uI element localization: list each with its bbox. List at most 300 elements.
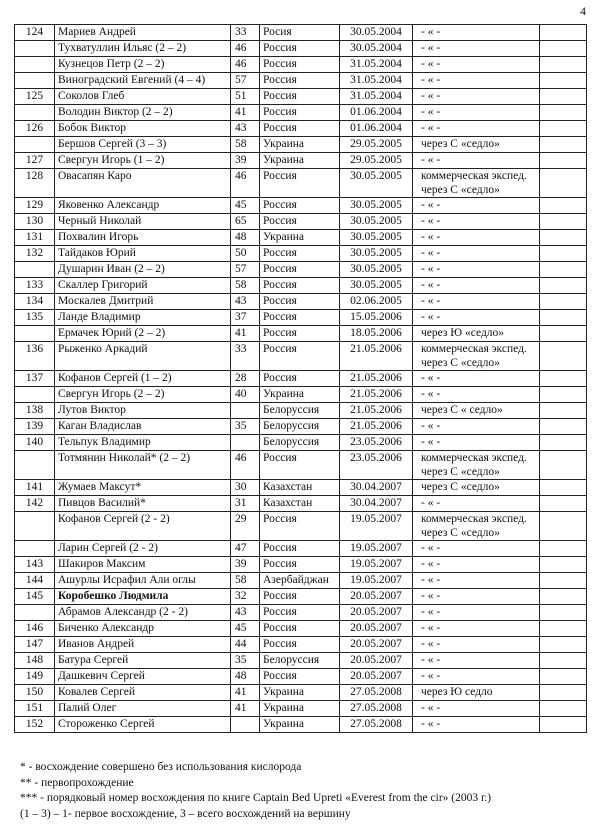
- table-row: [15, 214, 587, 230]
- route-note: - « -: [413, 589, 540, 605]
- row-number: [15, 105, 55, 121]
- ascent-date: 31.05.2004: [340, 73, 413, 89]
- climber-age: 30: [231, 480, 260, 496]
- ascent-date: 20.05.2007: [340, 637, 413, 653]
- table-row: [15, 137, 587, 153]
- empty-cell: [540, 25, 587, 41]
- climber-name: Рыженко Аркадий: [55, 342, 231, 371]
- climber-country: Белоруссия: [260, 403, 340, 419]
- climber-age: 58: [231, 137, 260, 153]
- climber-name: Бершов Сергей (3 – 3): [55, 137, 231, 153]
- route-note: - « -: [413, 541, 540, 557]
- climber-country: Россия: [260, 73, 340, 89]
- route-note: - « -: [413, 637, 540, 653]
- empty-cell: [540, 637, 587, 653]
- climber-name: Тухватуллин Ильяс (2 – 2): [55, 41, 231, 57]
- climber-age: 35: [231, 419, 260, 435]
- climber-country: Украина: [260, 137, 340, 153]
- route-note: - « -: [413, 669, 540, 685]
- climber-country: Россия: [260, 621, 340, 637]
- climber-country: Россия: [260, 557, 340, 573]
- climber-country: Россия: [260, 605, 340, 621]
- climber-age: 37: [231, 310, 260, 326]
- climber-name: Свергун Игорь (1 – 2): [55, 153, 231, 169]
- route-note: - « -: [413, 557, 540, 573]
- climber-country: Россия: [260, 169, 340, 198]
- climber-country: Россия: [260, 41, 340, 57]
- table-row: [15, 685, 587, 701]
- row-number: [15, 451, 55, 480]
- empty-cell: [540, 230, 587, 246]
- empty-cell: [540, 137, 587, 153]
- row-number: 152: [15, 717, 55, 733]
- table-row: [15, 73, 587, 89]
- climber-name: Пивцов Василий*: [55, 496, 231, 512]
- climber-country: Россия: [260, 57, 340, 73]
- empty-cell: [540, 57, 587, 73]
- row-number: 140: [15, 435, 55, 451]
- ascent-date: 02.06.2005: [340, 294, 413, 310]
- climber-country: Азербайджан: [260, 573, 340, 589]
- row-number: [15, 387, 55, 403]
- climbers-table: [14, 24, 587, 733]
- footnote: (1 – 3) – 1- первое восхождение, 3 – всего восхождений на вершину: [20, 807, 351, 820]
- row-number: [15, 262, 55, 278]
- empty-cell: [540, 169, 587, 198]
- ascent-date: 21.05.2006: [340, 342, 413, 371]
- row-number: 126: [15, 121, 55, 137]
- row-number: 144: [15, 573, 55, 589]
- route-note: через С « седло»: [413, 403, 540, 419]
- climber-name: Кузнецов Петр (2 – 2): [55, 57, 231, 73]
- table-row: [15, 387, 587, 403]
- climber-name: Батура Сергей: [55, 653, 231, 669]
- climber-country: Россия: [260, 198, 340, 214]
- climber-name: Тотмянин Николай* (2 – 2): [55, 451, 231, 480]
- table-row: [15, 621, 587, 637]
- climber-age: 43: [231, 294, 260, 310]
- climber-name: Биченко Александр: [55, 621, 231, 637]
- row-number: 129: [15, 198, 55, 214]
- climber-name: Душарин Иван (2 – 2): [55, 262, 231, 278]
- climber-country: Украина: [260, 387, 340, 403]
- climber-name: Каган Владислав: [55, 419, 231, 435]
- climber-country: Россия: [260, 326, 340, 342]
- row-number: 147: [15, 637, 55, 653]
- climber-name: Палий Олег: [55, 701, 231, 717]
- route-note: - « -: [413, 41, 540, 57]
- climber-country: Россия: [260, 121, 340, 137]
- climber-name: Ашурлы Исрафил Али оглы: [55, 573, 231, 589]
- climber-age: 45: [231, 198, 260, 214]
- table-row: [15, 451, 587, 480]
- empty-cell: [540, 669, 587, 685]
- table-row: [15, 342, 587, 371]
- row-number: [15, 73, 55, 89]
- table-row: [15, 512, 587, 541]
- climber-age: 58: [231, 573, 260, 589]
- row-number: 128: [15, 169, 55, 198]
- climber-country: Россия: [260, 105, 340, 121]
- ascent-date: 30.05.2005: [340, 278, 413, 294]
- route-note: - « -: [413, 621, 540, 637]
- route-note: - « -: [413, 605, 540, 621]
- route-note: коммерческая экспед. через С «седло»: [413, 512, 540, 541]
- table-row: [15, 57, 587, 73]
- table-row: [15, 246, 587, 262]
- climber-name: Тельпук Владимир: [55, 435, 231, 451]
- ascent-date: 30.05.2005: [340, 198, 413, 214]
- empty-cell: [540, 105, 587, 121]
- climber-age: 33: [231, 342, 260, 371]
- ascent-date: 30.04.2007: [340, 480, 413, 496]
- climber-name: Мариев Андрей: [55, 25, 231, 41]
- climber-country: Белоруссия: [260, 435, 340, 451]
- climber-age: 39: [231, 153, 260, 169]
- route-note: - « -: [413, 57, 540, 73]
- empty-cell: [540, 717, 587, 733]
- climber-country: Россия: [260, 512, 340, 541]
- row-number: 139: [15, 419, 55, 435]
- empty-cell: [540, 153, 587, 169]
- table-row: [15, 701, 587, 717]
- route-note: - « -: [413, 387, 540, 403]
- table-row: [15, 278, 587, 294]
- footnote: ** - первопрохождение: [20, 776, 134, 789]
- ascent-date: 19.05.2007: [340, 541, 413, 557]
- climber-name: Кофанов Сергей (1 – 2): [55, 371, 231, 387]
- climber-name: Володин Виктор (2 – 2): [55, 105, 231, 121]
- route-note: - « -: [413, 419, 540, 435]
- empty-cell: [540, 342, 587, 371]
- climber-name: Похвалин Игорь: [55, 230, 231, 246]
- empty-cell: [540, 121, 587, 137]
- row-number: 133: [15, 278, 55, 294]
- row-number: 141: [15, 480, 55, 496]
- climber-country: Росия: [260, 25, 340, 41]
- empty-cell: [540, 435, 587, 451]
- climber-age: 45: [231, 621, 260, 637]
- route-note: через Ю «седло»: [413, 326, 540, 342]
- table-row: [15, 637, 587, 653]
- table-row: [15, 371, 587, 387]
- empty-cell: [540, 310, 587, 326]
- climber-name: Лутов Виктор: [55, 403, 231, 419]
- ascent-date: 30.05.2004: [340, 41, 413, 57]
- table-row: [15, 496, 587, 512]
- climber-country: Россия: [260, 89, 340, 105]
- empty-cell: [540, 89, 587, 105]
- ascent-date: 21.05.2006: [340, 387, 413, 403]
- climber-age: 41: [231, 701, 260, 717]
- ascent-date: 23.05.2006: [340, 451, 413, 480]
- empty-cell: [540, 73, 587, 89]
- ascent-date: 20.05.2007: [340, 621, 413, 637]
- table-row: [15, 169, 587, 198]
- row-number: [15, 541, 55, 557]
- climber-age: 41: [231, 105, 260, 121]
- climber-age: 57: [231, 262, 260, 278]
- empty-cell: [540, 214, 587, 230]
- route-note: через Ю седло: [413, 685, 540, 701]
- row-number: 145: [15, 589, 55, 605]
- climber-age: 48: [231, 669, 260, 685]
- route-note: - « -: [413, 214, 540, 230]
- climber-country: Россия: [260, 262, 340, 278]
- route-note: - « -: [413, 230, 540, 246]
- climber-age: 57: [231, 73, 260, 89]
- empty-cell: [540, 198, 587, 214]
- ascent-date: 20.05.2007: [340, 589, 413, 605]
- route-note: - « -: [413, 89, 540, 105]
- climber-name: Бобок Виктор: [55, 121, 231, 137]
- ascent-date: 30.05.2005: [340, 246, 413, 262]
- empty-cell: [540, 262, 587, 278]
- climber-age: 39: [231, 557, 260, 573]
- empty-cell: [540, 294, 587, 310]
- ascent-date: 29.05.2005: [340, 153, 413, 169]
- empty-cell: [540, 246, 587, 262]
- climber-country: Украина: [260, 685, 340, 701]
- climber-age: [231, 435, 260, 451]
- climber-country: Белоруссия: [260, 419, 340, 435]
- table-row: [15, 121, 587, 137]
- row-number: 127: [15, 153, 55, 169]
- table-row: [15, 25, 587, 41]
- climber-country: Украина: [260, 230, 340, 246]
- climber-name: Скаллер Григорий: [55, 278, 231, 294]
- route-note: - « -: [413, 121, 540, 137]
- table-row: [15, 669, 587, 685]
- row-number: [15, 41, 55, 57]
- page-number: 4: [580, 4, 586, 18]
- ascent-date: 01.06.2004: [340, 121, 413, 137]
- climber-age: 46: [231, 169, 260, 198]
- table-row: [15, 589, 587, 605]
- ascent-date: 01.06.2004: [340, 105, 413, 121]
- row-number: 149: [15, 669, 55, 685]
- empty-cell: [540, 621, 587, 637]
- empty-cell: [540, 573, 587, 589]
- climber-country: Казахстан: [260, 480, 340, 496]
- climber-name: Коробешко Людмила: [55, 589, 231, 605]
- row-number: 138: [15, 403, 55, 419]
- route-note: - « -: [413, 717, 540, 733]
- route-note: - « -: [413, 278, 540, 294]
- empty-cell: [540, 685, 587, 701]
- climber-age: 41: [231, 685, 260, 701]
- ascent-date: 20.05.2007: [340, 605, 413, 621]
- climber-name: Виноградский Евгений (4 – 4): [55, 73, 231, 89]
- row-number: [15, 137, 55, 153]
- ascent-date: 30.05.2005: [340, 169, 413, 198]
- route-note: - « -: [413, 198, 540, 214]
- ascent-date: 21.05.2006: [340, 403, 413, 419]
- row-number: 146: [15, 621, 55, 637]
- empty-cell: [540, 480, 587, 496]
- empty-cell: [540, 589, 587, 605]
- climber-name: Ковалев Сергей: [55, 685, 231, 701]
- climber-age: 29: [231, 512, 260, 541]
- climber-age: 43: [231, 605, 260, 621]
- ascent-date: 30.04.2007: [340, 496, 413, 512]
- empty-cell: [540, 278, 587, 294]
- climber-age: 48: [231, 230, 260, 246]
- route-note: коммерческая экспед. через С «седло»: [413, 342, 540, 371]
- empty-cell: [540, 41, 587, 57]
- route-note: через С «седло»: [413, 480, 540, 496]
- empty-cell: [540, 326, 587, 342]
- climber-name: Ларин Сергей (2 - 2): [55, 541, 231, 557]
- climber-country: Россия: [260, 278, 340, 294]
- ascent-date: 18.05.2006: [340, 326, 413, 342]
- ascent-date: 19.05.2007: [340, 512, 413, 541]
- empty-cell: [540, 419, 587, 435]
- ascent-date: 23.05.2006: [340, 435, 413, 451]
- route-note: - « -: [413, 310, 540, 326]
- route-note: - « -: [413, 294, 540, 310]
- row-number: 150: [15, 685, 55, 701]
- route-note: - « -: [413, 435, 540, 451]
- ascent-date: 15.05.2006: [340, 310, 413, 326]
- climber-name: Овасапян Каро: [55, 169, 231, 198]
- table-row: [15, 717, 587, 733]
- row-number: 124: [15, 25, 55, 41]
- climber-age: 46: [231, 451, 260, 480]
- route-note: - « -: [413, 105, 540, 121]
- ascent-date: 30.05.2005: [340, 214, 413, 230]
- climber-age: [231, 717, 260, 733]
- climber-age: [231, 403, 260, 419]
- route-note: - « -: [413, 153, 540, 169]
- empty-cell: [540, 371, 587, 387]
- climber-name: Яковенко Александр: [55, 198, 231, 214]
- climber-country: Россия: [260, 310, 340, 326]
- climber-name: Свергун Игорь (2 – 2): [55, 387, 231, 403]
- ascent-date: 19.05.2007: [340, 557, 413, 573]
- table-row: [15, 435, 587, 451]
- footnote: *** - порядковый номер восхождения по книге Captain Bed Upreti «Everest from the cir» (2003 г.): [20, 792, 492, 804]
- empty-cell: [540, 387, 587, 403]
- row-number: [15, 605, 55, 621]
- ascent-date: 31.05.2004: [340, 57, 413, 73]
- ascent-date: 20.05.2007: [340, 653, 413, 669]
- empty-cell: [540, 403, 587, 419]
- row-number: 132: [15, 246, 55, 262]
- table-row: [15, 573, 587, 589]
- table-row: [15, 89, 587, 105]
- empty-cell: [540, 605, 587, 621]
- climber-age: 40: [231, 387, 260, 403]
- empty-cell: [540, 451, 587, 480]
- ascent-date: 20.05.2007: [340, 669, 413, 685]
- climber-name: Абрамов Александр (2 - 2): [55, 605, 231, 621]
- table-row: [15, 557, 587, 573]
- table-row: [15, 153, 587, 169]
- table-row: [15, 198, 587, 214]
- empty-cell: [540, 701, 587, 717]
- ascent-date: 29.05.2005: [340, 137, 413, 153]
- climber-country: Белоруссия: [260, 653, 340, 669]
- row-number: 125: [15, 89, 55, 105]
- climber-name: Дашкевич Сергей: [55, 669, 231, 685]
- footnote: * - восхождение совершено без использования кислорода: [20, 761, 302, 773]
- empty-cell: [540, 496, 587, 512]
- route-note: - « -: [413, 246, 540, 262]
- row-number: 131: [15, 230, 55, 246]
- table-row: [15, 403, 587, 419]
- climber-age: 58: [231, 278, 260, 294]
- climber-name: Стороженко Сергей: [55, 717, 231, 733]
- empty-cell: [540, 512, 587, 541]
- empty-cell: [540, 557, 587, 573]
- row-number: 130: [15, 214, 55, 230]
- table-row: [15, 105, 587, 121]
- climber-name: Кофанов Сергей (2 - 2): [55, 512, 231, 541]
- table-row: [15, 262, 587, 278]
- table-row: [15, 41, 587, 57]
- ascent-date: 27.05.2008: [340, 717, 413, 733]
- row-number: [15, 512, 55, 541]
- climber-country: Россия: [260, 342, 340, 371]
- route-note: коммерческая экспед. через С «седло»: [413, 451, 540, 480]
- row-number: 151: [15, 701, 55, 717]
- climber-age: 31: [231, 496, 260, 512]
- ascent-date: 30.05.2005: [340, 262, 413, 278]
- row-number: 148: [15, 653, 55, 669]
- route-note: - « -: [413, 573, 540, 589]
- row-number: 142: [15, 496, 55, 512]
- climber-name: Соколов Глеб: [55, 89, 231, 105]
- climber-country: Россия: [260, 541, 340, 557]
- route-note: - « -: [413, 73, 540, 89]
- row-number: [15, 57, 55, 73]
- row-number: 135: [15, 310, 55, 326]
- table-row: [15, 294, 587, 310]
- ascent-date: 21.05.2006: [340, 371, 413, 387]
- climber-country: Украина: [260, 153, 340, 169]
- climber-age: 47: [231, 541, 260, 557]
- climber-country: Россия: [260, 294, 340, 310]
- empty-cell: [540, 541, 587, 557]
- table-row: [15, 605, 587, 621]
- ascent-date: 19.05.2007: [340, 573, 413, 589]
- climber-name: Жумаев Максут*: [55, 480, 231, 496]
- climber-country: Россия: [260, 669, 340, 685]
- climber-country: Россия: [260, 246, 340, 262]
- ascent-date: 27.05.2008: [340, 685, 413, 701]
- route-note: коммерческая экспед. через С «седло»: [413, 169, 540, 198]
- route-note: - « -: [413, 25, 540, 41]
- row-number: [15, 326, 55, 342]
- table-row: [15, 326, 587, 342]
- climber-age: 44: [231, 637, 260, 653]
- row-number: 143: [15, 557, 55, 573]
- climber-country: Россия: [260, 451, 340, 480]
- table-row: [15, 310, 587, 326]
- ascent-date: 31.05.2004: [340, 89, 413, 105]
- route-note: - « -: [413, 496, 540, 512]
- climber-country: Украина: [260, 717, 340, 733]
- table-row: [15, 480, 587, 496]
- route-note: - « -: [413, 653, 540, 669]
- climber-name: Черный Николай: [55, 214, 231, 230]
- table-body: [15, 25, 587, 733]
- climber-name: Иванов Андрей: [55, 637, 231, 653]
- row-number: 137: [15, 371, 55, 387]
- climber-age: 43: [231, 121, 260, 137]
- climber-name: Шакиров Максим: [55, 557, 231, 573]
